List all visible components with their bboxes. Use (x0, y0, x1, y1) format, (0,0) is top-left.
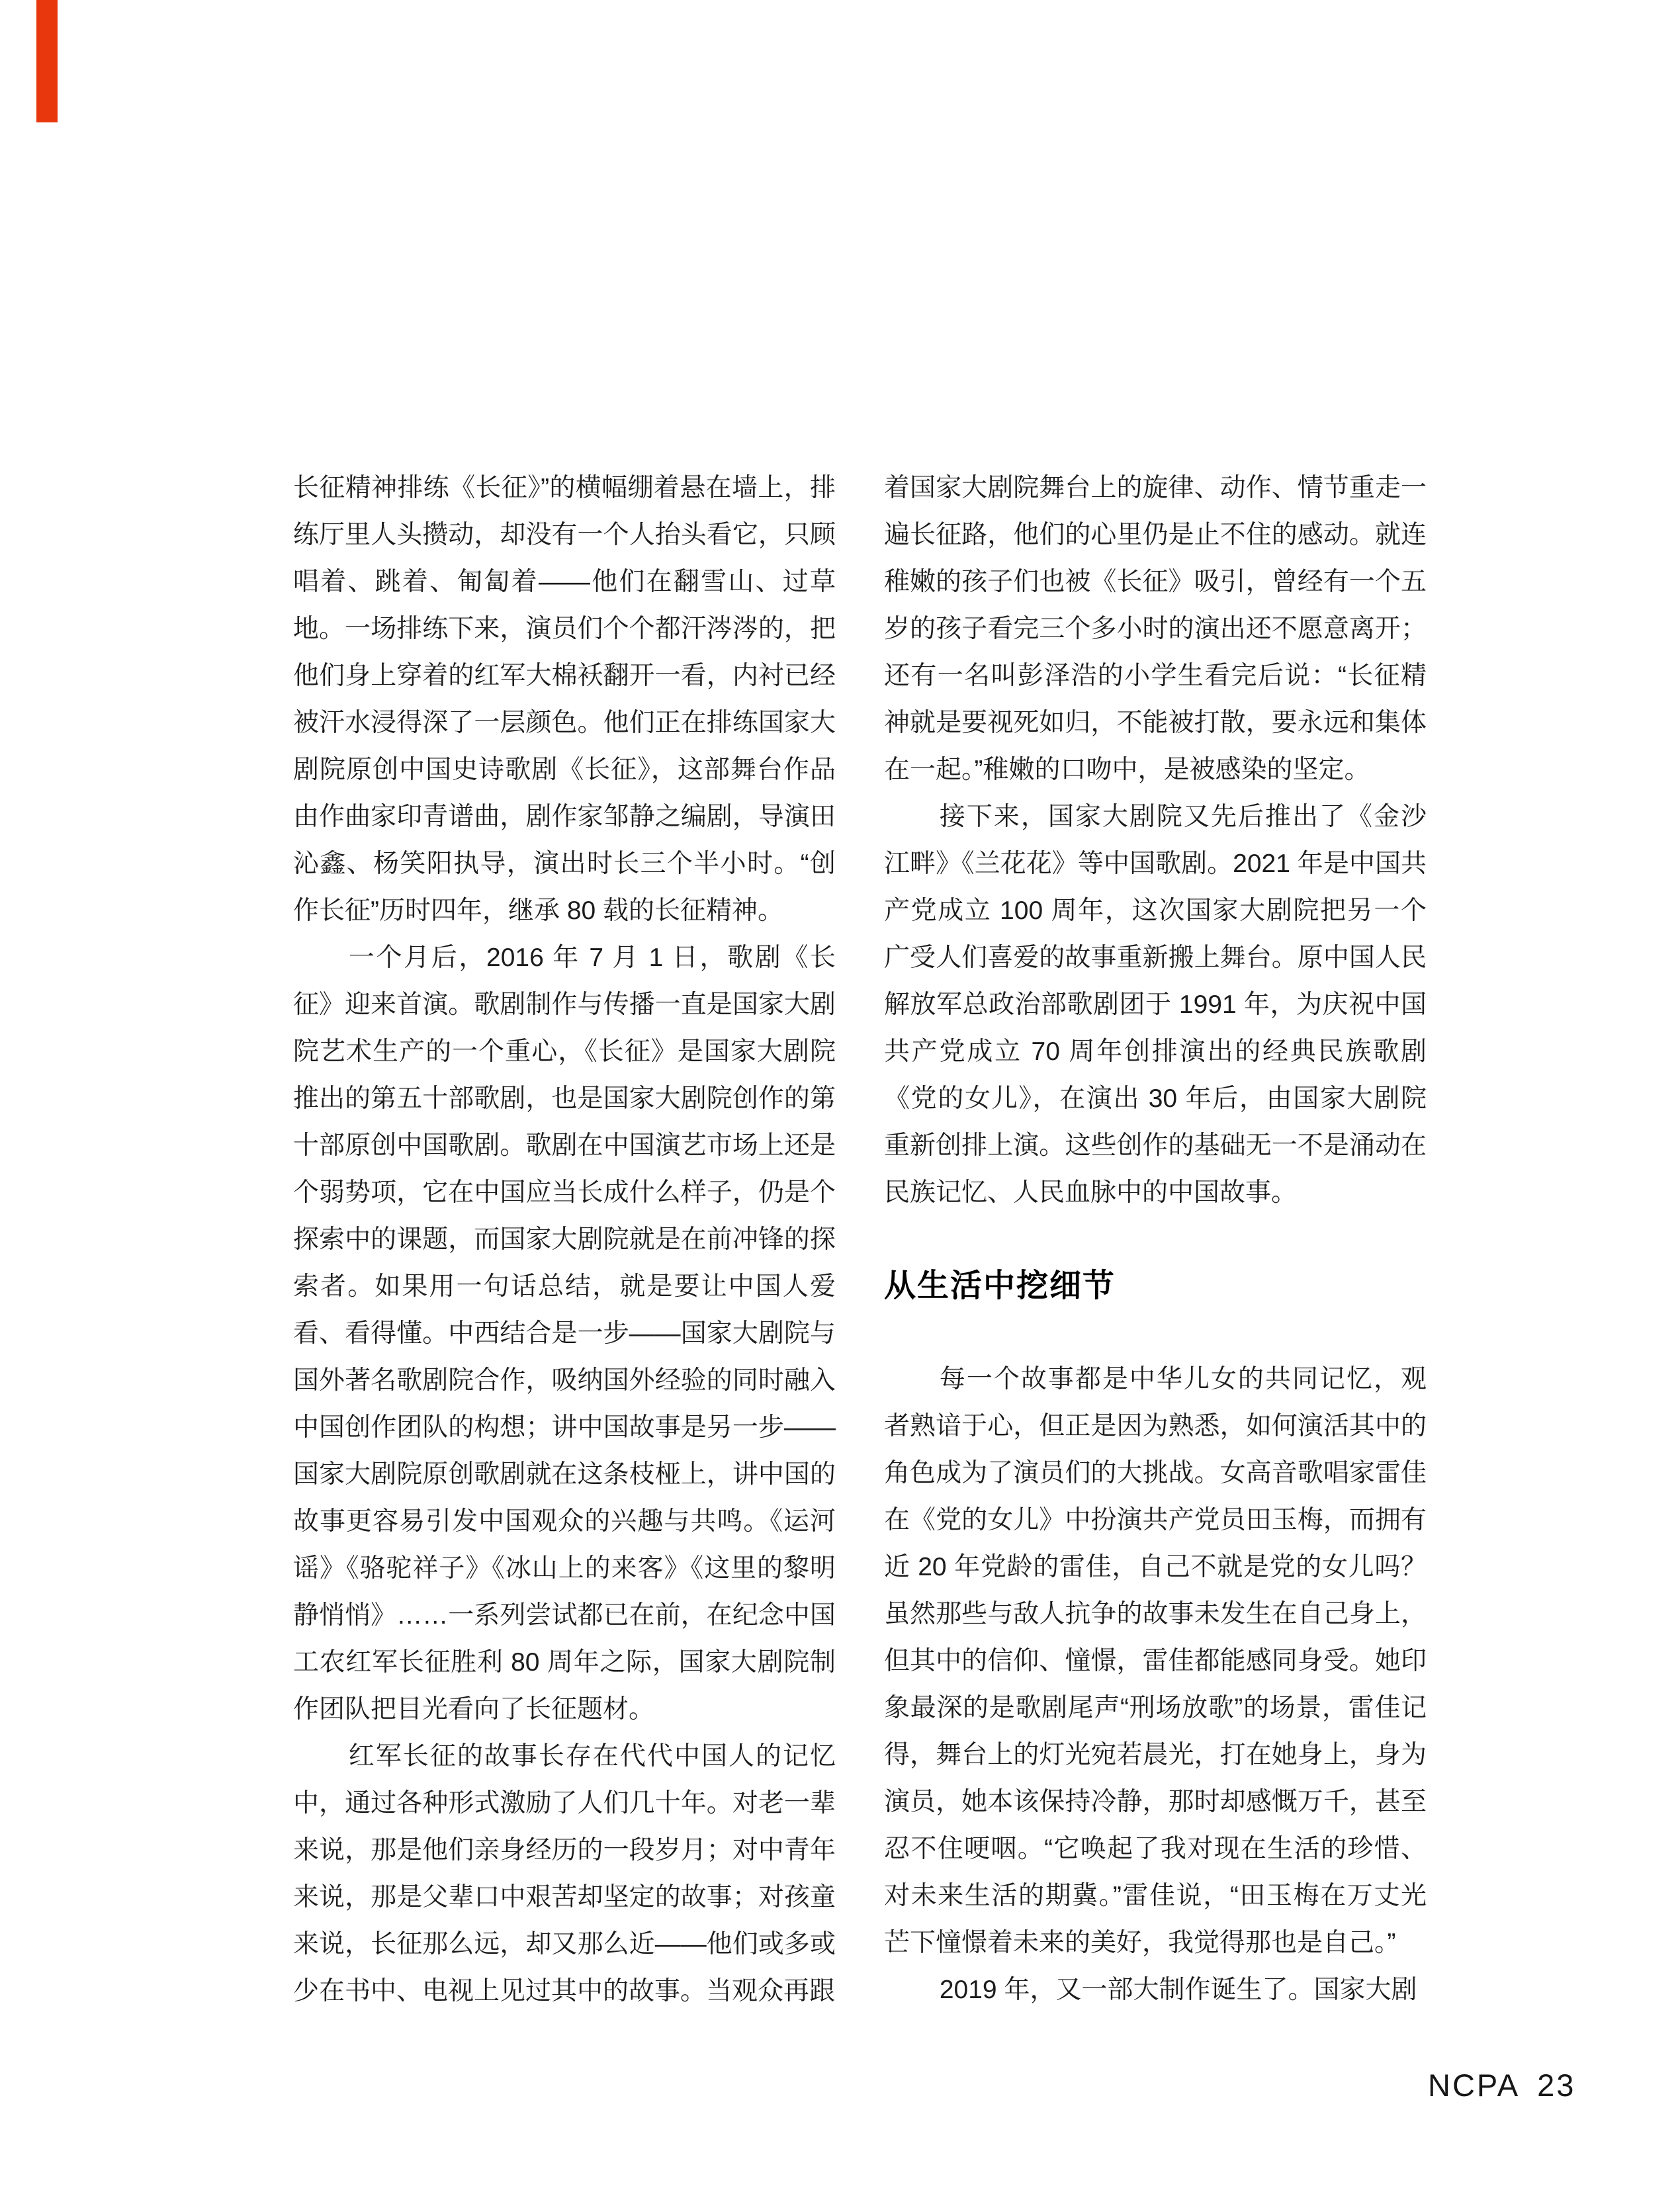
body-paragraph: 长征精神排练《长征》”的横幅绷着悬在墙上，排练厅里人头攒动，却没有一个人抬头看它，只顾唱着、跳着、匍匐着——他们在翻雪山、过草地。一场排练下来，演员们个个都汗涔涔的，把他们身上穿着的红军大棉袄翻开一看，内衬已经被汗水浸得深了一层颜色。他们正在排练国家大剧院原创中国史诗歌剧《长征》，这部舞台作品由作曲家印青谱曲，剧作家邹静之编剧，导演田沁鑫、杨笑阳执导，演出时长三个半小时。“创作长征”历时四年，继承 80 载的长征精神。 (293, 474, 836, 925)
page-folio (1428, 2070, 1575, 2101)
section-heading: 从生活中挖细节 (884, 1268, 1116, 1303)
article-body (293, 464, 1427, 2015)
folio-brand: NCPA (1428, 2068, 1521, 2103)
body-paragraph: 着国家大剧院舞台上的旋律、动作、情节重走一遍长征路，他们的心里仍是止不住的感动。就连稚嫩的孩子们也被《长征》吸引，曾经有一个五岁的孩子看完三个多小时的演出还不愿意离开；还有一名叫彭泽浩的小学生看完后说：“长征精神就是要视死如归，不能被打散，要永远和集体在一起。”稚嫩的口吻中，是被感染的坚定。 (884, 474, 1427, 784)
article-column-right (884, 464, 1427, 2015)
article-column-left (293, 464, 836, 2015)
body-paragraph: 红军长征的故事长存在代代中国人的记忆中，通过各种形式激励了人们几十年。对老一辈来说，那是他们亲身经历的一段岁月；对中青年来说，那是父辈口中艰苦却坚定的故事；对孩童来说，长征那么远，却又那么近——他们或多或少在书中、电视上见过其中的故事。当观众再跟 (293, 1742, 836, 2005)
body-paragraph: 每一个故事都是中华儿女的共同记忆，观者熟谙于心，但正是因为熟悉，如何演活其中的角色成为了演员们的大挑战。女高音歌唱家雷佳在《党的女儿》中扮演共产党员田玉梅，而拥有近 20 年党龄的雷佳，自己不就是党的女儿吗？虽然那些与敌人抗争的故事未发生在自己身上，但其中的信仰、憧憬，雷佳都能感同身受。她印象最深的是歌剧尾声“刑场放歌”的场景，雷佳记得，舞台上的灯光宛若晨光，打在她身上，身为演员，她本该保持冷静，那时却感慨万千，甚至忍不住哽咽。“它唤起了我对现在生活的珍惜、对未来生活的期冀。”雷佳说，“田玉梅在万丈光芒下憧憬着未来的美好，我觉得那也是自己。” (884, 1365, 1427, 1957)
folio-page-number: 23 (1537, 2068, 1576, 2103)
body-paragraph: 一个月后，2016 年 7 月 1 日，歌剧《长征》迎来首演。歌剧制作与传播一直是国家大剧院艺术生产的一个重心，《长征》是国家大剧院推出的第五十部歌剧，也是国家大剧院创作的第十部原创中国歌剧。歌剧在中国演艺市场上还是个弱势项，它在中国应当长成什么样子，仍是个探索中的课题，而国家大剧院就是在前冲锋的探索者。如果用一句话总结，就是要让中国人爱看、看得懂。中西结合是一步——国家大剧院与国外著名歌剧院合作，吸纳国外经验的同时融入中国创作团队的构想；讲中国故事是另一步——国家大剧院原创歌剧就在这条枝桠上，讲中国的故事更容易引发中国观众的兴趣与共鸣。《运河谣》《骆驼祥子》《冰山上的来客》《这里的黎明静悄悄》……一系列尝试都已在前，在纪念中国工农红军长征胜利 80 周年之际，国家大剧院制作团队把目光看向了长征题材。 (293, 943, 836, 1724)
page-edge-red-tab (36, 0, 58, 122)
body-paragraph: 接下来，国家大剧院又先后推出了《金沙江畔》《兰花花》等中国歌剧。2021 年是中国共产党成立 100 周年，这次国家大剧院把另一个广受人们喜爱的故事重新搬上舞台。原中国人民解放军总政治部歌剧团于 1991 年，为庆祝中国共产党成立 70 周年创排演出的经典民族歌剧《党的女儿》，在演出 30 年后，由国家大剧院重新创排上演。这些创作的基础无一不是涌动在民族记忆、人民血脉中的中国故事。 (884, 803, 1427, 1207)
body-paragraph: 2019 年，又一部大制作诞生了。国家大剧 (939, 1976, 1417, 2004)
